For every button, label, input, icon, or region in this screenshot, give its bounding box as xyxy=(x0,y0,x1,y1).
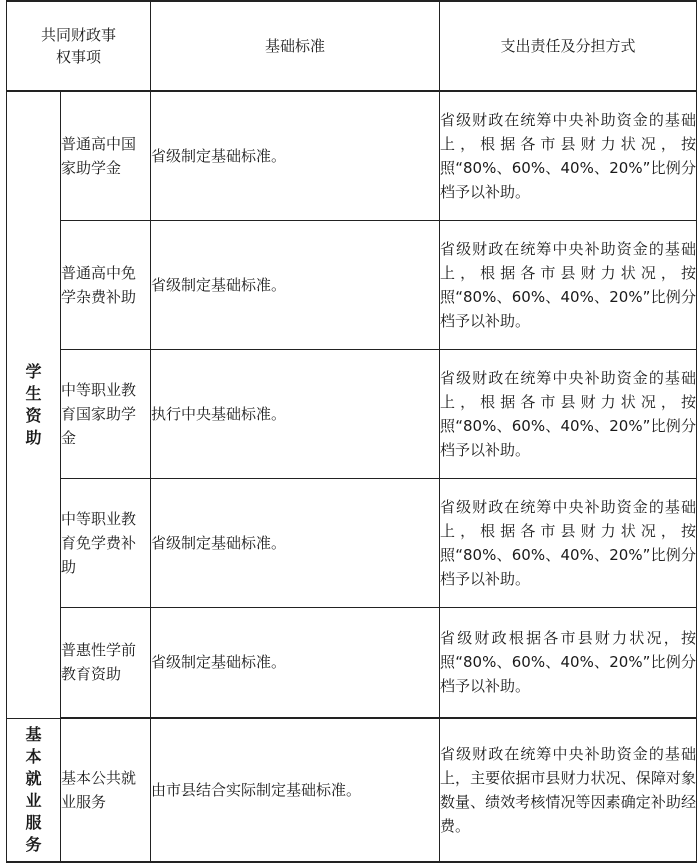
responsibility-text: 省级财政在统筹中央补助资金的基础上，根据各市县财力状况，按照“80%、60%、40%、20%”比例分档予以补助。 xyxy=(440,368,696,459)
item-cell xyxy=(61,220,151,349)
item-label: 普惠性学前教育资助 xyxy=(61,641,137,684)
item-label: 普通高中国家助学金 xyxy=(61,134,137,177)
responsibility-cell xyxy=(440,718,697,862)
table-row xyxy=(7,220,697,349)
table-row xyxy=(7,91,697,220)
standard-text: 省级制定基础标准。 xyxy=(151,533,287,552)
standard-cell xyxy=(151,91,440,220)
responsibility-cell xyxy=(440,607,697,718)
item-label: 普通高中免学杂费补助 xyxy=(61,263,137,306)
header-basic-standard xyxy=(151,1,440,91)
item-cell xyxy=(61,349,151,478)
standard-cell xyxy=(151,718,440,862)
responsibility-text: 省级财政根据各市县财力状况，按照“80%、60%、40%、20%”比例分档予以补助。 xyxy=(440,629,696,696)
responsibility-cell xyxy=(440,478,697,607)
header-shared-matters-label: 共同财政事权事项 xyxy=(40,26,116,66)
item-label: 中等职业教育免学费补助 xyxy=(61,509,137,576)
group-employment-service xyxy=(7,718,61,862)
group-student-aid-label: 学生资助 xyxy=(25,361,42,447)
table-row xyxy=(7,349,697,478)
standard-cell xyxy=(151,349,440,478)
responsibility-cell xyxy=(440,91,697,220)
standard-text: 省级制定基础标准。 xyxy=(151,146,287,165)
header-shared-matters xyxy=(7,1,151,91)
table-row xyxy=(7,478,697,607)
standard-text: 执行中央基础标准。 xyxy=(151,404,287,423)
item-cell xyxy=(61,478,151,607)
responsibility-cell xyxy=(440,349,697,478)
standard-cell xyxy=(151,478,440,607)
group-employment-service-label: 基本就业服务 xyxy=(25,724,42,854)
responsibility-table xyxy=(6,0,697,863)
item-cell xyxy=(61,91,151,220)
table-row xyxy=(7,607,697,718)
standard-cell xyxy=(151,220,440,349)
standard-text: 由市县结合实际制定基础标准。 xyxy=(151,781,362,799)
table-row xyxy=(7,718,697,862)
header-responsibility xyxy=(440,1,697,91)
responsibility-text: 省级财政在统筹中央补助资金的基础上，根据各市县财力状况，按照“80%、60%、40%、20%”比例分档予以补助。 xyxy=(440,110,696,201)
standard-text: 省级制定基础标准。 xyxy=(151,275,287,294)
item-label: 基本公共就业服务 xyxy=(61,769,137,811)
responsibility-text: 省级财政在统筹中央补助资金的基础上，根据各市县财力状况，按照“80%、60%、40%、20%”比例分档予以补助。 xyxy=(440,239,696,330)
standard-text: 省级制定基础标准。 xyxy=(151,653,287,672)
responsibility-text: 省级财政在统筹中央补助资金的基础上，主要依据市县财力状况、保障对象数量、绩效考核情况等因素确定补助经费。 xyxy=(440,745,696,835)
item-cell xyxy=(61,718,151,862)
item-cell xyxy=(61,607,151,718)
responsibility-text: 省级财政在统筹中央补助资金的基础上，根据各市县财力状况，按照“80%、60%、40%、20%”比例分档予以补助。 xyxy=(440,497,696,588)
header-responsibility-label: 支出责任及分担方式 xyxy=(500,37,636,55)
responsibility-cell xyxy=(440,220,697,349)
table-header-row xyxy=(7,1,697,91)
standard-cell xyxy=(151,607,440,718)
item-label: 中等职业教育国家助学金 xyxy=(61,380,137,447)
header-basic-standard-label: 基础标准 xyxy=(264,37,325,55)
group-student-aid xyxy=(7,91,61,718)
